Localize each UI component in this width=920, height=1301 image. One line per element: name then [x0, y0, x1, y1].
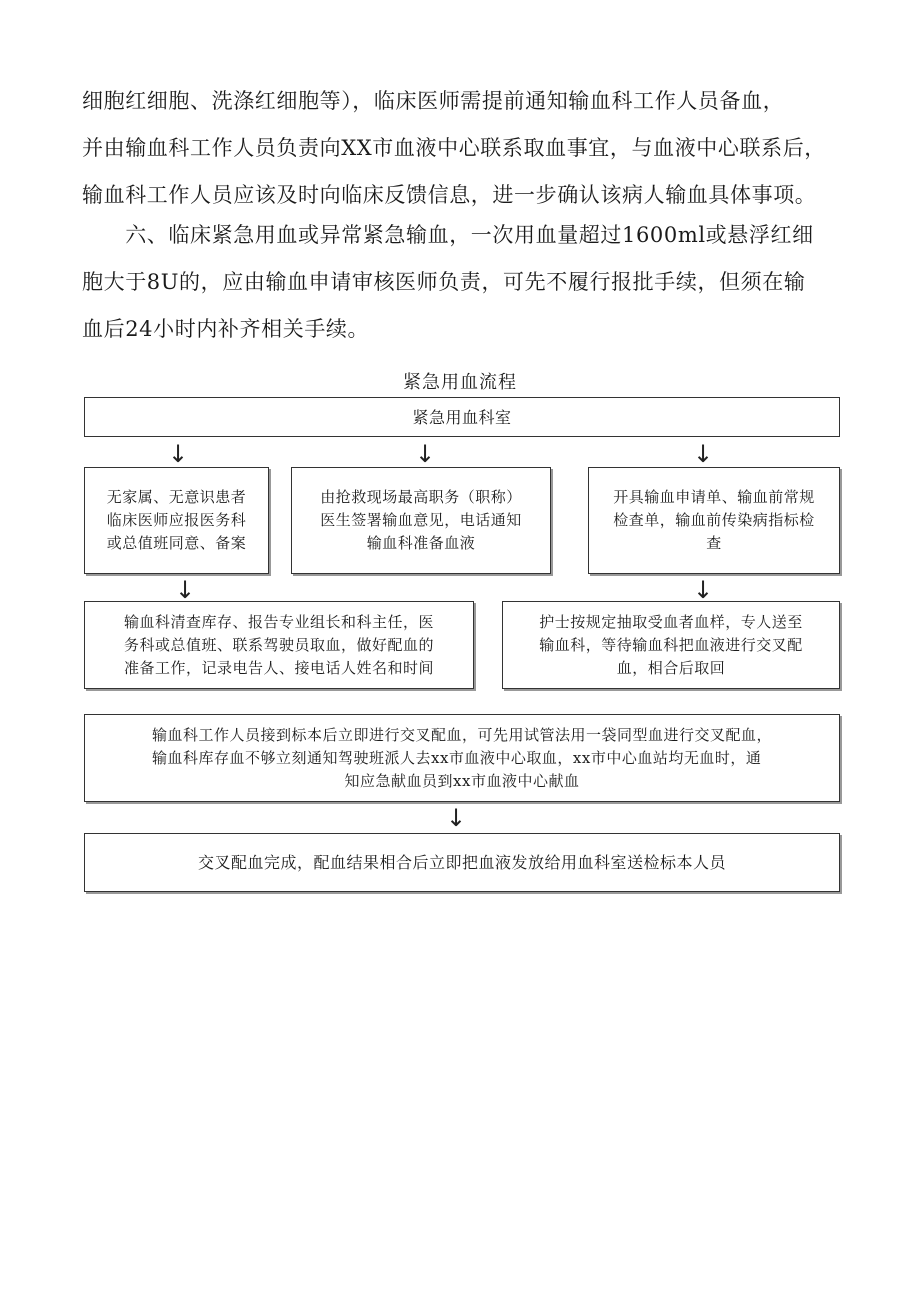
- flow-box-line: 开具输血申请单、输血前常规: [613, 488, 815, 506]
- flow-box-line: 输血科库存血不够立刻通知驾驶班派人去xx市血液中心取血，xx市中心血站均无血时，通: [151, 748, 762, 767]
- flow-box-line: 临床医师应报医务科: [106, 511, 247, 529]
- down-arrow-icon: ↓: [175, 576, 196, 604]
- flow-box-no-family-patient: [84, 467, 269, 574]
- flow-box-line: 无家属、无意识患者: [106, 488, 247, 506]
- flow-box-line: 知应急献血员到xx市血液中心献血: [344, 771, 580, 790]
- flow-box-complete: 交叉配血完成，配血结果相合后立即把血液发放给用血科室送检标本人员: [84, 833, 840, 892]
- flowchart-title: 紧急用血流程: [403, 372, 517, 393]
- down-arrow-icon: ↓: [693, 576, 714, 604]
- flow-box-nurse-sample: [502, 601, 840, 689]
- flow-box-line: 输血科，等待输血科把血液进行交叉配: [539, 635, 803, 654]
- paragraph-line: 并由输血科工作人员负责向XX市血液中心联系取血事宜，与血液中心联系后，: [82, 136, 826, 160]
- flow-box-line: 查: [706, 534, 722, 552]
- flow-box-line: 血，相合后取回: [616, 658, 726, 677]
- paragraph-2: [82, 212, 842, 353]
- flow-box-blood-bank-inventory: [84, 601, 474, 689]
- flow-box-department: 紧急用血科室: [84, 397, 840, 437]
- paragraph-line: 胞大于8U的，应由输血申请审核医师负责，可先不履行报批手续，但须在输: [82, 270, 806, 294]
- flow-box-line: 准备工作，记录电告人、接电话人姓名和时间: [123, 658, 434, 677]
- paragraph-line: 血后24小时内补齐相关手续。: [82, 317, 370, 341]
- paragraph-line: 输血科工作人员应该及时向临床反馈信息，进一步确认该病人输血具体事项。: [82, 183, 817, 207]
- flow-box-line: 由抢救现场最高职务（职称）: [320, 488, 522, 506]
- paragraph-line: 细胞红细胞、洗涤红细胞等），临床医师需提前通知输血科工作人员备血，: [82, 89, 785, 113]
- down-arrow-icon: ↓: [168, 440, 189, 468]
- flow-box-line: 务科或总值班、联系驾驶员取血，做好配血的: [123, 635, 434, 654]
- flow-box-line: 或总值班同意、备案: [106, 534, 247, 552]
- flow-box-line: 输血科准备血液: [366, 534, 476, 552]
- paragraph-line: 六、临床紧急用血或异常紧急输血，一次用血量超过1600ml或悬浮红细: [82, 223, 814, 247]
- flow-box-senior-doctor-sign: [291, 467, 551, 574]
- flow-box-transfusion-request: [588, 467, 840, 574]
- flow-box-crossmatch: [84, 714, 840, 802]
- down-arrow-icon: ↓: [415, 440, 436, 468]
- down-arrow-icon: ↓: [446, 804, 467, 832]
- down-arrow-icon: ↓: [693, 440, 714, 468]
- paragraph-1: [82, 78, 842, 219]
- flow-box-line: 护士按规定抽取受血者血样，专人送至: [539, 612, 803, 631]
- flow-box-line: 检查单，输血前传染病指标检: [613, 511, 815, 529]
- flow-box-line: 医生签署输血意见，电话通知: [320, 511, 522, 529]
- flow-box-line: 输血科清查库存、报告专业组长和科主任，医: [123, 612, 434, 631]
- flow-box-line: 输血科工作人员接到标本后立即进行交叉配血，可先用试管法用一袋同型血进行交叉配血，: [151, 725, 772, 744]
